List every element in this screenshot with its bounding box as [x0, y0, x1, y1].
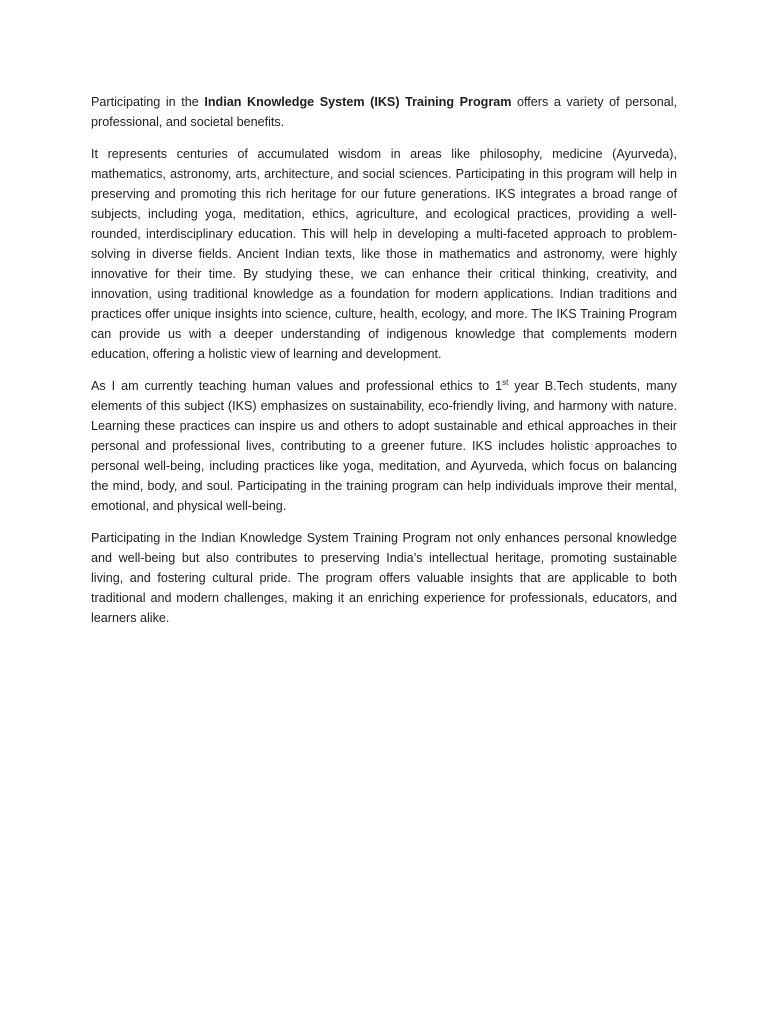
teaching-text-before: As I am currently teaching human values and professional ethics to 1 — [91, 379, 503, 393]
program-name-bold: Indian Knowledge System (IKS) Training Program — [204, 95, 512, 109]
intro-text-after: offers a variety of personal, professional, and societal benefits. — [91, 95, 677, 129]
intro-text-before: Participating in the — [91, 95, 205, 109]
paragraph-heritage: It represents centuries of accumulated wisdom in areas like philosophy, medicine (Ayurveda), mathematics, astronomy, arts, architecture, and social sciences. Participating in this program will help in preserving and promoting this rich heritage for our future generations. IKS integrates a broad range of subjects, including yoga, meditation, ethics, agriculture, and ecological practices, providing a well-rounded, interdisciplinary education. This will help in developing a multi-faceted approach to problem-solving in diverse fields. Ancient Indian texts, like those in mathematics and astronomy, were highly innovative for their time. By studying these, we can enhance their critical thinking, creativity, and innovation, using traditional knowledge as a foundation for modern applications. Indian traditions and practices offer unique insights into science, culture, health, ecology, and more. The IKS Training Program can provide us with a deeper understanding of indigenous knowledge that complements modern education, offering a holistic view of learning and development. — [91, 147, 677, 361]
paragraph-conclusion: Participating in the Indian Knowledge System Training Program not only enhances personal knowledge and well-being but also contributes to preserving India’s intellectual heritage, promoting sustainable living, and fostering cultural pride. The program offers valuable insights that are applicable to both traditional and modern challenges, making it an enriching experience for professionals, educators, and learners alike. — [91, 531, 677, 625]
paragraph-teaching — [91, 376, 677, 516]
paragraph-intro — [91, 92, 677, 132]
ordinal-superscript: st — [502, 377, 509, 387]
teaching-text-after: year B.Tech students, many elements of this subject (IKS) emphasizes on sustainability, eco-friendly living, and harmony with nature. Learning these practices can inspire us and others to adopt sustainable and ethical approaches in their personal and professional lives, contributing to a greener future. IKS includes holistic approaches to personal well-being, including practices like yoga, meditation, and Ayurveda, which focus on balancing the mind, body, and soul. Participating in the training program can help individuals improve their mental, emotional, and physical well-being. — [91, 379, 677, 513]
